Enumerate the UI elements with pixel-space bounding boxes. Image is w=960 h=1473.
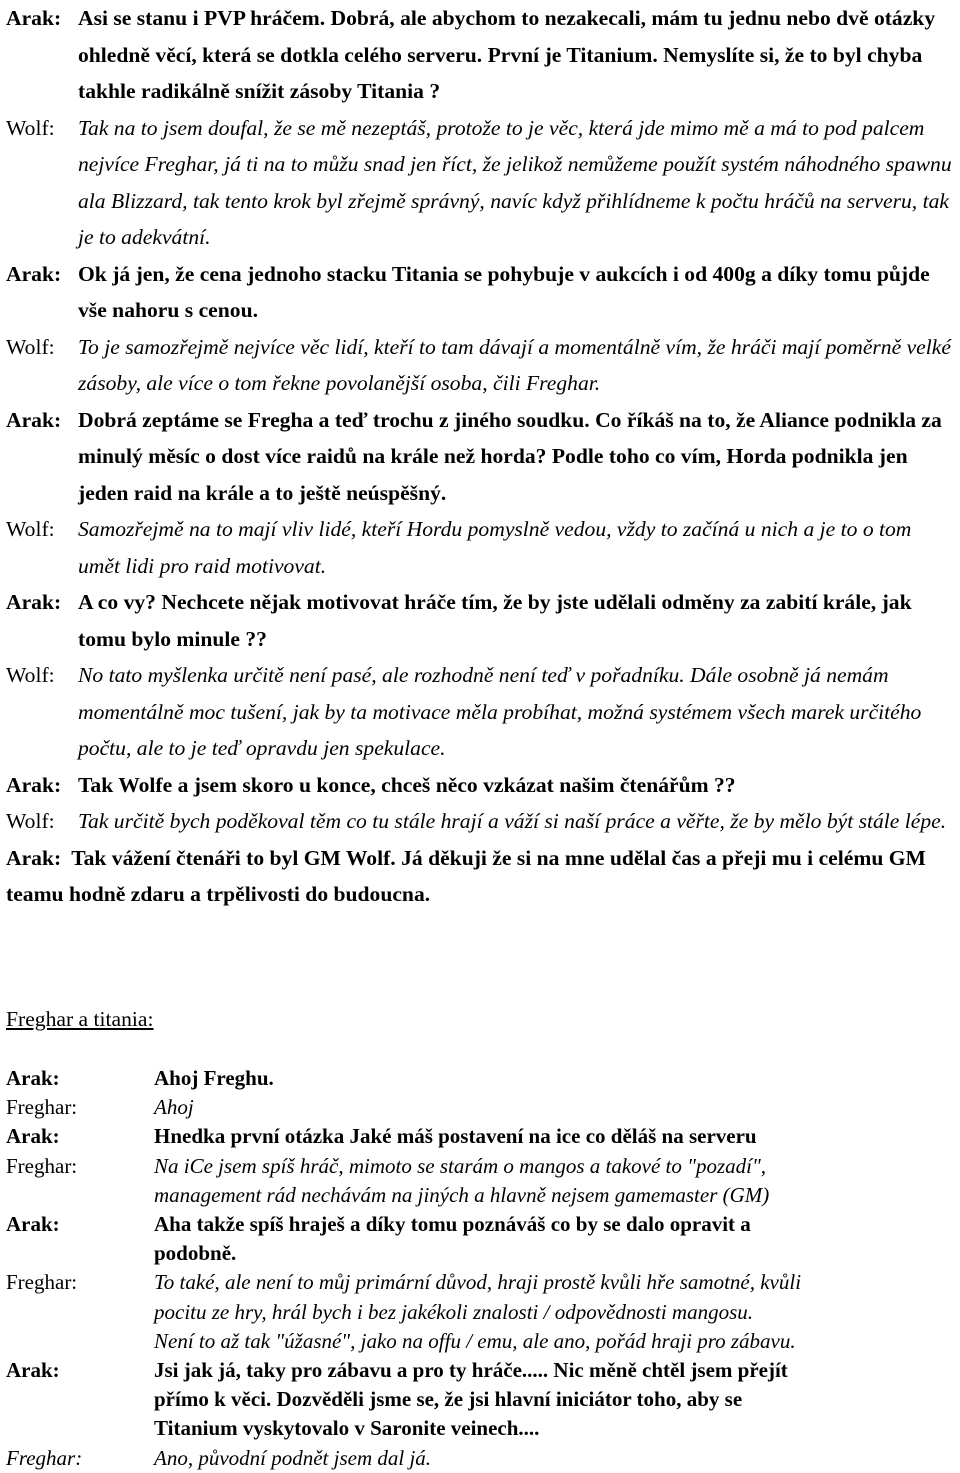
- dialogue-text: [154, 1152, 954, 1210]
- dialogue-line: Hnedka první otázka Jaké máš postavení na ice co děláš na serveru: [154, 1124, 757, 1149]
- dialogue-entry: [6, 0, 954, 110]
- dialogue-text: [154, 1444, 954, 1473]
- dialogue-line: Titanium vyskytovalo v Saronite veinech....: [154, 1416, 540, 1441]
- dialogue-text: Asi se stanu i PVP hráčem. Dobrá, ale abychom to nezakecali, mám tu jednu nebo dvě otázky ohledně věcí, která se dotkla celého serveru. První je Titanium. Nemyslíte si, že to byl chyba takhle radikálně snížit zásoby Titania ?: [78, 6, 936, 103]
- dialogue-text: A co vy? Nechcete nějak motivovat hráče tím, že by jste udělali odměny za zabití krále, jak tomu bylo minule ??: [78, 590, 912, 651]
- dialogue-entry: [6, 256, 954, 329]
- dialogue-line: Ano, původní podnět jsem dal já.: [154, 1445, 432, 1470]
- dialogue-text: Tak určitě bych poděkoval těm co tu stále hrají a váží si naší práce a věřte, že by mělo být stále lépe.: [78, 809, 947, 833]
- dialogue-line: Ahoj Freghu.: [154, 1066, 274, 1090]
- dialogue-entry: [6, 1444, 954, 1473]
- dialogue-line: Na iCe jsem spíš hráč, mimoto se starám o mangos a takové to "pozadí",: [154, 1153, 767, 1178]
- speaker-label: Wolf:: [6, 809, 55, 833]
- speaker-label: Freghar:: [6, 1445, 83, 1470]
- dialogue-entry: [6, 1064, 954, 1093]
- dialogue-line: Není to až tak "úžasné", jako na offu / emu, ale ano, pořád hraji pro zábavu.: [154, 1328, 796, 1353]
- speaker-label: Wolf:: [6, 334, 55, 359]
- speaker-label: Wolf:: [6, 517, 55, 541]
- interview-freghar: [6, 1064, 954, 1473]
- dialogue-text: [154, 1268, 954, 1356]
- speaker-label: Arak:: [6, 261, 62, 286]
- interview-wolf: [6, 0, 954, 913]
- dialogue-entry: [6, 803, 954, 840]
- dialogue-entry: [6, 1122, 954, 1151]
- dialogue-entry: [6, 657, 954, 767]
- speaker-label: Arak:: [6, 407, 62, 432]
- dialogue-entry: [6, 329, 954, 402]
- dialogue-line: přímo k věci. Dozvěděli jsme se, že jsi hlavní iniciátor toho, aby se: [154, 1387, 743, 1412]
- speaker-label: Arak:: [6, 845, 62, 870]
- dialogue-entry: [6, 110, 954, 256]
- dialogue-entry: [6, 402, 954, 512]
- dialogue-text: Dobrá zeptáme se Fregha a teď trochu z jiného soudku. Co říkáš na to, že Aliance podnikla za minulý měsíc o dost více raidů na krále než horda? Podle toho co vím, Horda podnikla jen jeden raid na krále a to ještě neúspěšný.: [78, 407, 942, 505]
- speaker-label: Arak:: [6, 1212, 60, 1237]
- dialogue-text: Samozřejmě na to mají vliv lidé, kteří Hordu pomyslně vedou, vždy to začíná u nich a je to o tom umět lidi pro raid motivovat.: [78, 517, 912, 578]
- dialogue-text: Tak na to jsem doufal, že se mě nezeptáš, protože to je věc, která jde mimo mě a má to pod palcem nejvíce Freghar, já ti na to můžu snad jen říct, že jelikož nemůžeme použít systém náhodného spawnu ala Blizzard, tak tento krok byl zřejmě správný, navíc když přihlídneme k počtu hráčů na serveru, tak je to adekvátní.: [78, 115, 952, 249]
- speaker-label: Arak:: [6, 590, 62, 614]
- dialogue-text: To je samozřejmě nejvíce věc lidí, kteří to tam dávají a momentálně vím, že hráči mají poměrně velké zásoby, ale více o tom řekne povolanější osoba, čili Freghar.: [78, 334, 951, 395]
- dialogue-line: pocitu ze hry, hrál bych i bez jakékoli znalosti / odpovědnosti mangosu.: [154, 1299, 754, 1324]
- speaker-label: Arak:: [6, 1358, 60, 1383]
- speaker-label: Wolf:: [6, 115, 55, 140]
- dialogue-entry: [6, 1152, 954, 1210]
- speaker-label: Wolf:: [6, 663, 55, 687]
- dialogue-entry: [6, 767, 954, 804]
- speaker-label: Arak:: [6, 1066, 60, 1090]
- dialogue-text: Tak Wolfe a jsem skoro u konce, chceš něco vzkázat našim čtenářům ??: [78, 772, 736, 797]
- dialogue-text: Tak vážení čtenáři to byl GM Wolf. Já děkuji že si na mne udělal čas a přeji mu i celému GM teamu hodně zdaru a trpělivosti do budoucna.: [6, 845, 926, 906]
- dialogue-text: [154, 1093, 954, 1122]
- dialogue-entry: [6, 1093, 954, 1122]
- dialogue-text: [154, 1210, 954, 1268]
- dialogue-entry: [6, 1210, 954, 1268]
- dialogue-line: To také, ale není to můj primární důvod, hraji prostě kvůli hře samotné, kvůli: [154, 1270, 802, 1295]
- dialogue-entry: [6, 1356, 954, 1444]
- dialogue-line: Ahoj: [154, 1095, 194, 1120]
- speaker-label: Freghar:: [6, 1270, 78, 1295]
- section-heading: Freghar a titania:: [6, 1007, 154, 1031]
- speaker-label: Freghar:: [6, 1153, 78, 1178]
- dialogue-entry: [6, 584, 954, 657]
- dialogue-entry: [6, 840, 954, 913]
- dialogue-line: podobně.: [154, 1241, 237, 1266]
- dialogue-text: No tato myšlenka určitě není pasé, ale rozhodně není teď v pořadníku. Dále osobně já nemám momentálně moc tušení, jak by ta motivace měla probíhat, možná systémem všech marek určitého počtu, ale to je teď opravdu jen spekulace.: [78, 663, 922, 760]
- dialogue-text: [154, 1064, 954, 1093]
- speaker-label: Arak:: [6, 772, 62, 797]
- dialogue-text: [154, 1356, 954, 1444]
- dialogue-entry: [6, 1268, 954, 1356]
- dialogue-line: management rád nechávám na jiných a hlavně nejsem gamemaster (GM): [154, 1182, 770, 1207]
- dialogue-entry: [6, 511, 954, 584]
- speaker-label: Arak:: [6, 1124, 60, 1149]
- dialogue-text: Ok já jen, že cena jednoho stacku Titania se pohybuje v aukcích i od 400g a díky tomu půjde vše nahoru s cenou.: [78, 261, 930, 322]
- speaker-label: Arak:: [6, 6, 62, 30]
- speaker-label: Freghar:: [6, 1095, 78, 1120]
- dialogue-line: Aha takže spíš hraješ a díky tomu poznáváš co by se dalo opravit a: [154, 1212, 751, 1237]
- dialogue-text: [154, 1122, 954, 1151]
- dialogue-line: Jsi jak já, taky pro zábavu a pro ty hráče..... Nic měně chtěl jsem přejít: [154, 1358, 788, 1383]
